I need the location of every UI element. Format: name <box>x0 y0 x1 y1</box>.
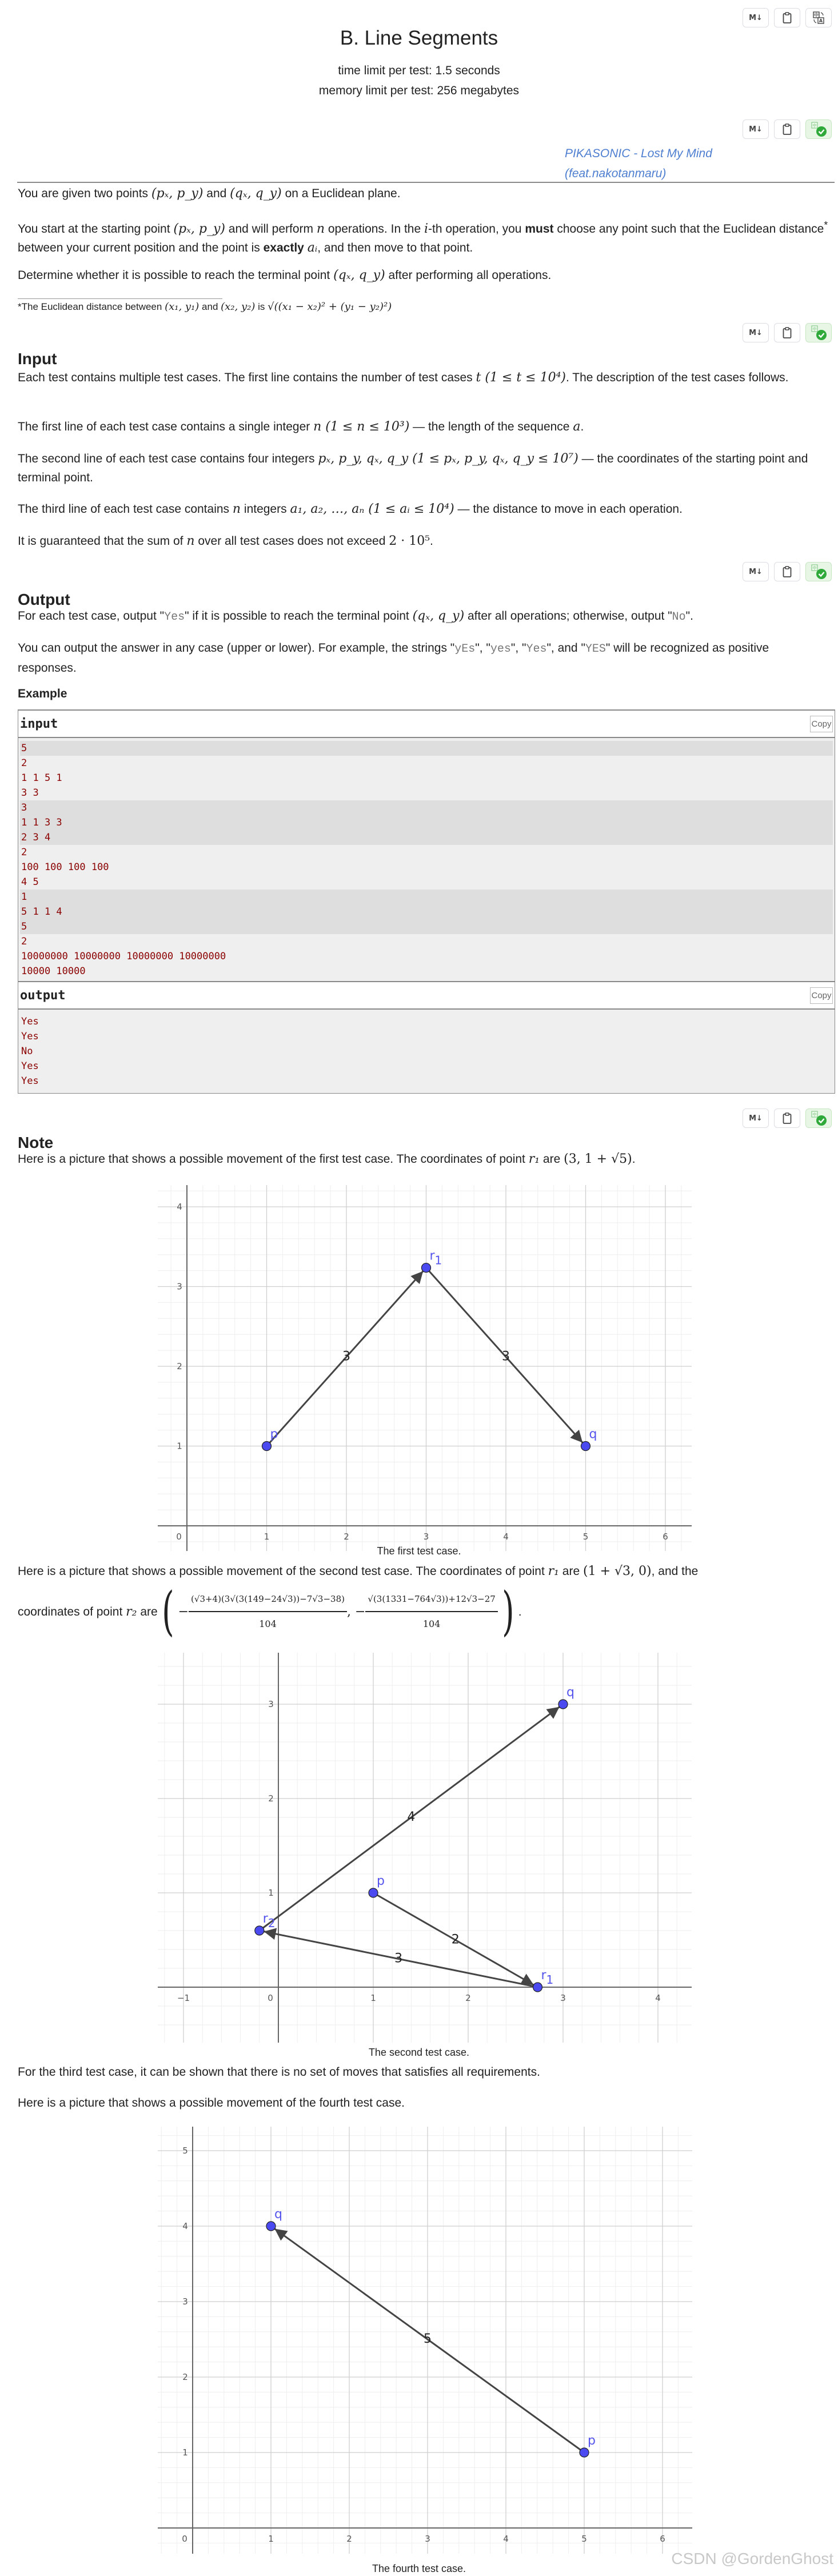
sample-input-line: 3 <box>20 800 833 815</box>
clipboard-icon <box>783 123 792 135</box>
svg-text:r1: r1 <box>429 1249 442 1267</box>
svg-text:5: 5 <box>581 2534 587 2544</box>
statement-toolbar-top <box>743 8 832 27</box>
markdown-button[interactable]: M↓ <box>743 1108 769 1128</box>
svg-text:4: 4 <box>655 1993 661 2003</box>
svg-text:p: p <box>588 2434 596 2448</box>
markdown-button[interactable]: M↓ <box>743 323 769 342</box>
memory-limit: memory limit per test: 256 megabytes <box>318 84 520 97</box>
svg-text:1: 1 <box>268 2534 274 2544</box>
svg-text:4: 4 <box>182 2221 188 2231</box>
svg-text:3: 3 <box>394 1951 403 1966</box>
note-heading: Note <box>18 1134 54 1151</box>
svg-text:−1: −1 <box>177 1993 190 2003</box>
statement-toolbar <box>743 119 832 139</box>
sample-input <box>18 709 835 983</box>
svg-text:5: 5 <box>182 2146 188 2156</box>
sample-output-line: Yes <box>21 1060 39 1072</box>
translate-done-button[interactable] <box>805 1108 832 1128</box>
sample-input-line: 3 3 <box>21 787 39 799</box>
input-paragraph-1: Each test contains multiple test cases. The first line contains the number of test cases t (1 ≤ t ≤ 10⁴). The description of the test cases follows. <box>18 370 789 385</box>
translate-done-button[interactable] <box>805 562 832 581</box>
right-paren: ) <box>501 1581 514 1642</box>
translate-icon <box>812 11 825 25</box>
svg-text:3: 3 <box>560 1993 566 2003</box>
time-limit: time limit per test: 1.5 seconds <box>338 64 500 77</box>
svg-text:1: 1 <box>264 1532 270 1542</box>
svg-text:1: 1 <box>182 2447 188 2458</box>
sample-input-line: 2 <box>21 847 27 858</box>
svg-text:2: 2 <box>465 1993 471 2003</box>
svg-text:中: 中 <box>812 566 817 571</box>
svg-text:A: A <box>819 18 823 23</box>
translate-done-button[interactable] <box>805 323 832 342</box>
svg-text:p: p <box>270 1427 278 1442</box>
svg-text:2: 2 <box>344 1532 349 1542</box>
input-paragraph-5: It is guaranteed that the sum of n over all test cases does not exceed 2 · 10⁵. <box>18 534 433 548</box>
markdown-button[interactable]: M↓ <box>743 8 769 27</box>
sample-output-line: Yes <box>21 1031 39 1042</box>
clipboard-icon <box>783 12 792 23</box>
sample-input-line: 1 <box>20 890 833 904</box>
svg-text:5: 5 <box>424 2332 432 2346</box>
input-paragraph-3: The second line of each test case contains four integers pₓ, p_y, qₓ, q_y (1 ≤ pₓ, p_y, qₓ, q_y ≤ 10⁷) — the coordinates of the starting point and terminal point. <box>18 452 808 484</box>
sample-input-line: 2 <box>21 936 27 947</box>
svg-text:4: 4 <box>407 1810 416 1824</box>
svg-text:中: 中 <box>814 13 819 18</box>
music-link[interactable]: PIKASONIC - Lost My Mind (feat.nakotanmaru) <box>565 147 712 180</box>
sample-input-line: 5 <box>20 741 833 756</box>
translate-done-icon <box>810 121 827 138</box>
svg-text:中: 中 <box>812 327 817 332</box>
r2-y-fraction: $\frac{√(3(1331-764√3))+12√3-27}{104}$ <box>365 1590 497 1633</box>
svg-text:2: 2 <box>346 2534 352 2544</box>
svg-text:1: 1 <box>370 1993 376 2003</box>
markdown-button[interactable]: M↓ <box>743 562 769 581</box>
svg-text:6: 6 <box>660 2534 665 2544</box>
output-paragraph-1: For each test case, output "Yes" if it is possible to reach the terminal point (qₓ, q_y) after all operations; otherwise, output "No". <box>18 609 693 624</box>
r2-x-fraction: $\frac{(√3+4)(3√(3(149-24√3))-7√3-38)}{104}$ <box>189 1590 347 1633</box>
legend-paragraph-3: Determine whether it is possible to reach the terminal point (qₓ, q_y) after performing all operations. <box>18 268 552 282</box>
svg-text:2: 2 <box>177 1361 182 1371</box>
svg-text:r2: r2 <box>262 1912 276 1930</box>
caption-first-test-case: The first test case. <box>377 1545 461 1557</box>
caption-second-test-case: The second test case. <box>368 2047 470 2058</box>
sample-output-body[interactable] <box>18 1010 835 1093</box>
clipboard-icon <box>783 566 792 577</box>
legend-paragraph-2: You start at the starting point (pₓ, p_y) and will perform n operations. In the i-th operation, you must choose any point such that the Euclidean distance* between your current position and the point is exactly aᵢ, and then move to that point. <box>18 219 828 255</box>
svg-text:p: p <box>377 1874 385 1888</box>
sample-input-header: input Copy <box>18 711 835 738</box>
svg-text:r1: r1 <box>541 1968 554 1987</box>
sample-input-line: 4 5 <box>21 876 39 888</box>
caption-fourth-test-case: The fourth test case. <box>372 2563 466 2574</box>
copy-button[interactable] <box>774 562 800 581</box>
svg-text:1: 1 <box>268 1888 274 1898</box>
input-paragraph-2: The first line of each test case contains a single integer n (1 ≤ n ≤ 10³) — the length of the sequence a. <box>18 420 584 434</box>
output-heading: Output <box>18 591 70 608</box>
translate-done-icon <box>810 324 827 341</box>
sample-input-line: 2 3 4 <box>20 830 833 845</box>
svg-text:2: 2 <box>182 2372 188 2382</box>
svg-text:3: 3 <box>182 2296 188 2307</box>
copy-button[interactable] <box>774 8 800 27</box>
svg-text:0: 0 <box>176 1532 182 1542</box>
copy-input-button[interactable]: Copy <box>810 716 833 732</box>
svg-text:4: 4 <box>177 1202 182 1212</box>
note-paragraph-2: Here is a picture that shows a possible movement of the second test case. The coordinates of point r₁ are (1 + √3, 0), and the <box>18 1564 699 1578</box>
output-paragraph-2: You can output the answer in any case (upper or lower). For example, the strings "yEs", "yes", "Yes", and "YES" will be recognized as positive responses. <box>18 641 769 675</box>
copy-button[interactable] <box>774 119 800 139</box>
sample-output <box>18 981 835 1094</box>
note-paragraph-3: For the third test case, it can be shown that there is no set of moves that satisfies all requirements. <box>18 2065 540 2079</box>
note-paragraph-1: Here is a picture that shows a possible movement of the first test case. The coordinates of point r₁ are (3, 1 + √5). <box>18 1152 636 1166</box>
svg-text:5: 5 <box>582 1532 589 1542</box>
sample-output-line: No <box>21 1046 33 1057</box>
sample-input-line: 5 <box>20 919 833 934</box>
svg-text:3: 3 <box>342 1349 350 1364</box>
svg-text:3: 3 <box>423 1532 429 1542</box>
svg-text:3: 3 <box>425 2534 430 2544</box>
translate-done-icon <box>810 563 827 580</box>
footnote-divider <box>18 298 222 299</box>
left-paren: ( <box>161 1581 174 1642</box>
sample-output-header: output Copy <box>18 982 835 1010</box>
translate-done-icon <box>810 1110 827 1127</box>
sample-input-line: 1 1 5 1 <box>21 772 62 784</box>
svg-text:1: 1 <box>177 1441 182 1452</box>
clipboard-icon <box>783 1112 792 1124</box>
svg-text:3: 3 <box>502 1349 510 1364</box>
svg-text:q: q <box>589 1427 597 1442</box>
divider <box>17 182 835 183</box>
sample-output-line: Yes <box>21 1075 39 1087</box>
example-heading: Example <box>18 687 67 700</box>
svg-text:3: 3 <box>177 1281 182 1292</box>
sample-input-line: 100 100 100 100 <box>21 862 109 873</box>
clipboard-icon <box>783 327 792 338</box>
sample-input-line: 10000000 10000000 10000000 10000000 <box>21 951 226 962</box>
sample-input-line: 1 1 3 3 <box>20 815 833 830</box>
svg-text:4: 4 <box>503 2534 509 2544</box>
copy-output-button[interactable]: Copy <box>810 987 833 1004</box>
sample-output-line: Yes <box>21 1016 39 1027</box>
sample-input-body[interactable] <box>18 738 835 982</box>
copy-button[interactable] <box>774 1108 800 1128</box>
svg-text:中: 中 <box>812 123 817 128</box>
svg-text:q: q <box>274 2207 282 2222</box>
note-paragraph-2-cont: coordinates of point r₂ are ( − $\frac{(√3+4)(3√(3(149-24√3))-7√3-38)}{104}$ , − $\frac{√(3(1331-764√3))+12√3-27}{104}$ ) . <box>18 1581 522 1642</box>
sample-input-line: 5 1 1 4 <box>20 904 833 919</box>
svg-text:0: 0 <box>182 2534 187 2544</box>
watermark: CSDN @GordenGhost <box>671 2550 833 2567</box>
legend-paragraph-1: You are given two points (pₓ, p_y) and (qₓ, q_y) on a Euclidean plane. <box>18 186 401 201</box>
svg-text:2: 2 <box>451 1932 460 1947</box>
svg-text:2: 2 <box>268 1793 274 1804</box>
input-toolbar <box>743 323 832 342</box>
note-toolbar <box>743 1108 832 1128</box>
svg-text:4: 4 <box>503 1532 509 1542</box>
sample-input-line: 2 <box>21 757 27 769</box>
input-paragraph-4: The third line of each test case contains n integers a₁, a₂, …, aₙ (1 ≤ aᵢ ≤ 10⁴) — the distance to move in each operation. <box>18 502 683 516</box>
svg-text:中: 中 <box>812 1112 817 1117</box>
note-paragraph-4: Here is a picture that shows a possible movement of the fourth test case. <box>18 2096 405 2110</box>
copy-button[interactable] <box>774 323 800 342</box>
problem-title: B. Line Segments <box>340 27 498 49</box>
svg-text:6: 6 <box>663 1532 668 1542</box>
svg-text:0: 0 <box>268 1993 273 2003</box>
translate-done-button[interactable] <box>805 119 832 139</box>
markdown-button[interactable]: M↓ <box>743 119 769 139</box>
svg-text:q: q <box>566 1685 574 1700</box>
translate-button[interactable] <box>805 8 832 27</box>
graph-fourth-test-case <box>158 2127 692 2554</box>
output-toolbar <box>743 562 832 581</box>
sample-input-line: 10000 10000 <box>21 966 86 977</box>
graph-second-test-case <box>158 1653 692 2043</box>
svg-text:3: 3 <box>268 1699 274 1709</box>
input-heading: Input <box>18 350 57 368</box>
graph-first-test-case <box>158 1185 692 1551</box>
footnote: *The Euclidean distance between (x₁, y₁) and (x₂, y₂) is √((x₁ − x₂)² + (y₁ − y₂)²) <box>18 301 392 313</box>
